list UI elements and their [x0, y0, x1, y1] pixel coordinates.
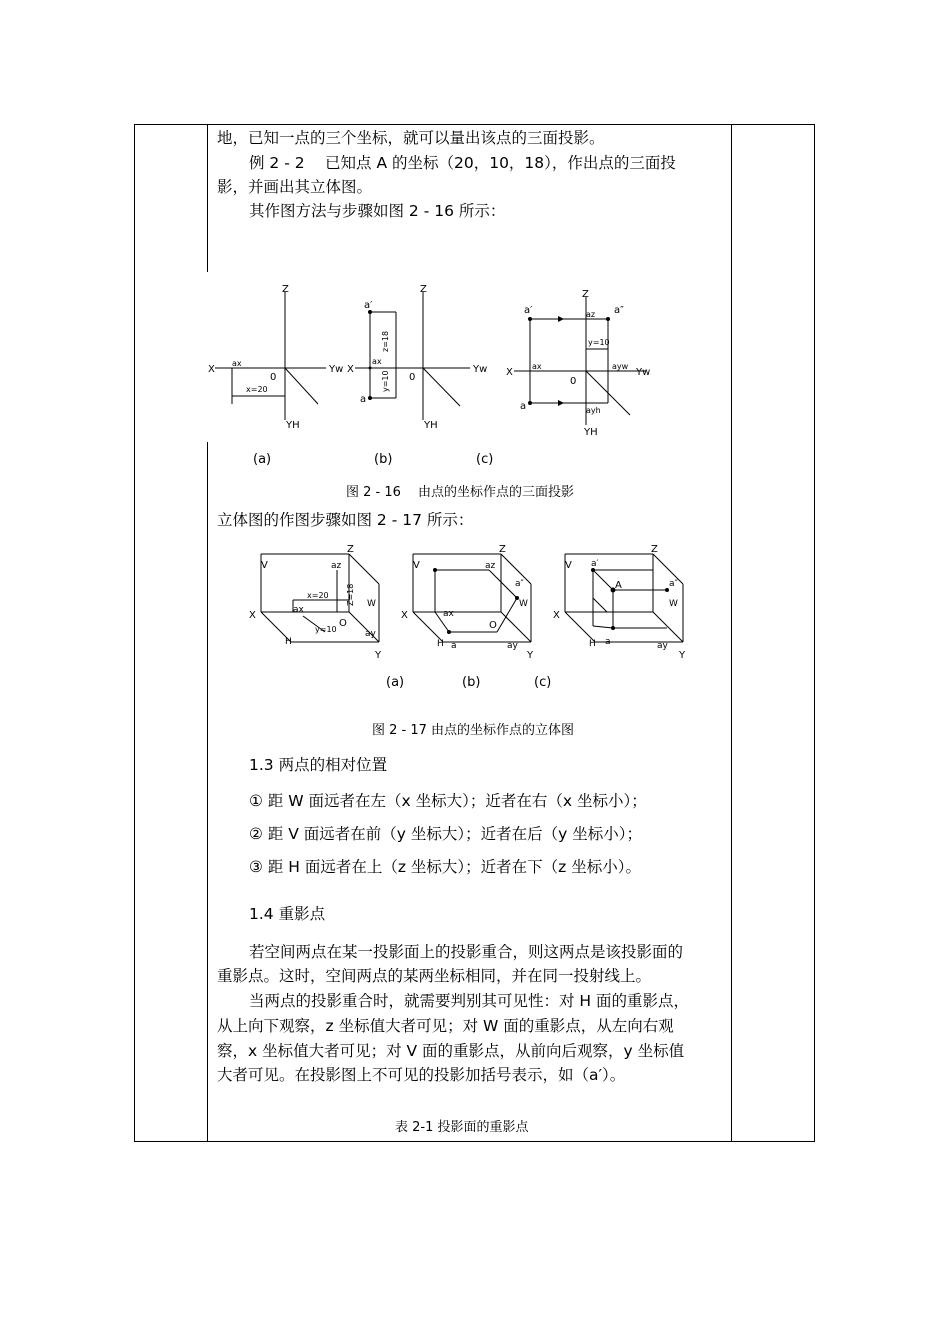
figure-caption: 图 2 - 17 由点的坐标作点的立体图: [372, 723, 575, 738]
point-label: a′: [524, 305, 533, 316]
plane-label: H: [589, 639, 596, 649]
figure-caption: 图 2 - 16 由点的坐标作点的三面投影: [346, 485, 575, 500]
list-item: ② 距 V 面远者在前（y 坐标大）；近者在后（y 坐标小）；: [249, 825, 642, 843]
figure-sub-label: (c): [534, 675, 552, 690]
section-heading: 1.3 两点的相对位置: [249, 756, 388, 774]
list-item: ① 距 W 面远者在左（x 坐标大）；近者在右（x 坐标小）；: [249, 792, 647, 810]
origin-label: O: [489, 620, 497, 631]
paragraph-line: 若空间两点在某一投影面上的投影重合，则这两点是该投影面的: [249, 943, 684, 961]
axis-label: X: [347, 364, 354, 375]
point-label: ayh: [586, 406, 601, 415]
axis-label: X: [208, 364, 215, 375]
point-label: ax: [443, 609, 454, 619]
point-label: ax: [532, 362, 542, 371]
plane-label: W: [519, 599, 528, 609]
axis-label: YH: [286, 420, 300, 431]
figure-2-17: [245, 540, 705, 665]
point-label: ayw: [612, 362, 629, 371]
axis-label: Yw: [329, 364, 344, 375]
axis-label: X: [401, 610, 408, 621]
axis-label: X: [249, 610, 256, 621]
paragraph-line: 影，并画出其立体图。: [217, 178, 373, 196]
paragraph-line: 察，x 坐标值大者可见；对 V 面的重影点，从前向后观察，y 坐标值: [217, 1042, 685, 1060]
axis-label: Z: [420, 284, 427, 295]
point-label: ay: [657, 641, 668, 651]
axis-label: Z: [582, 289, 589, 300]
point-label: a′: [591, 559, 599, 569]
section-heading: 1.4 重影点: [249, 905, 326, 923]
dimension-label: Z=18: [346, 583, 355, 606]
table-column-divider-left-top: [207, 124, 208, 272]
paragraph-line: 从上向下观察，z 坐标值大者可见；对 W 面的重影点，从左向右观: [217, 1017, 674, 1035]
axis-label: Yw: [473, 364, 488, 375]
point-label: ay: [507, 641, 518, 651]
table-column-divider-right: [731, 124, 732, 1142]
point-label: ax: [372, 357, 382, 366]
paragraph-line: 其作图方法与步骤如图 2 - 16 所示：: [249, 202, 506, 220]
figure-2-16-c: [500, 285, 660, 440]
axis-label: Y: [679, 650, 686, 661]
paragraph-line: 地，已知一点的三个坐标，就可以量出该点的三面投影。: [217, 129, 605, 147]
figure-sub-label: (a): [386, 675, 405, 690]
axis-label: Z: [347, 544, 354, 555]
point-label: az: [331, 561, 342, 571]
point-label: a: [451, 641, 457, 651]
point-label: az: [586, 310, 596, 319]
origin-label: 0: [409, 372, 416, 383]
axis-label: YH: [584, 427, 598, 438]
origin-label: O: [339, 618, 347, 629]
plane-label: H: [285, 637, 292, 647]
point-label: a″: [614, 305, 624, 316]
dimension-label: y=10: [315, 625, 337, 634]
point-label: a: [520, 401, 527, 412]
dimension-label: y=10: [588, 338, 610, 347]
paragraph-line: 大者可见。在投影图上不可见的投影加括号表示，如（a′）。: [217, 1066, 626, 1084]
origin-label: 0: [570, 376, 577, 387]
paragraph-line: 重影点。这时，空间两点的某两坐标相同，并在同一投射线上。: [217, 967, 652, 985]
axis-label: Z: [282, 284, 289, 295]
axis-label: Y: [527, 650, 534, 661]
paragraph-line: 例 2 - 2 已知点 A 的坐标（20，10，18），作出点的三面投: [249, 154, 676, 172]
list-item: ③ 距 H 面远者在上（z 坐标大）；近者在下（z 坐标小）。: [249, 858, 641, 876]
figure-sub-label: (b): [374, 452, 393, 467]
dimension-label: y=10: [381, 370, 390, 392]
dimension-label: x=20: [246, 385, 268, 394]
figure-sub-label: (a): [253, 452, 272, 467]
axis-label: YH: [424, 420, 438, 431]
origin-label: 0: [270, 372, 277, 383]
dimension-label: z=18: [381, 330, 390, 352]
point-label: ay: [365, 629, 376, 639]
point-label: az: [485, 561, 496, 571]
table-caption: 表 2-1 投影面的重影点: [395, 1120, 529, 1135]
plane-label: V: [261, 560, 268, 571]
axis-label: X: [506, 367, 513, 378]
axis-label: Z: [499, 544, 506, 555]
axis-label: Yw: [636, 367, 651, 378]
point-label: A: [615, 580, 622, 591]
point-label: a: [605, 637, 611, 647]
figure-sub-label: (c): [476, 452, 494, 467]
plane-label: W: [669, 599, 678, 609]
point-label: a: [360, 394, 367, 405]
plane-label: H: [437, 639, 444, 649]
point-label: a′: [364, 300, 373, 311]
figure-2-16: [200, 280, 500, 440]
point-label: ax: [293, 605, 304, 615]
plane-label: V: [413, 560, 420, 571]
axis-label: Y: [375, 650, 382, 661]
axis-label: Z: [651, 544, 658, 555]
point-label: ax: [232, 359, 242, 368]
paragraph-line: 立体图的作图步骤如图 2 - 17 所示：: [217, 511, 474, 529]
axis-label: X: [553, 610, 560, 621]
point-label: a″: [669, 579, 678, 589]
figure-sub-label: (b): [462, 675, 481, 690]
table-column-divider-left-bottom: [207, 442, 208, 1142]
paragraph-line: 当两点的投影重合时，就需要判别其可见性：对 H 面的重影点，: [249, 992, 690, 1010]
plane-label: W: [367, 599, 376, 609]
plane-label: V: [565, 560, 572, 571]
dimension-label: x=20: [307, 591, 329, 600]
point-label: a″: [515, 579, 524, 589]
